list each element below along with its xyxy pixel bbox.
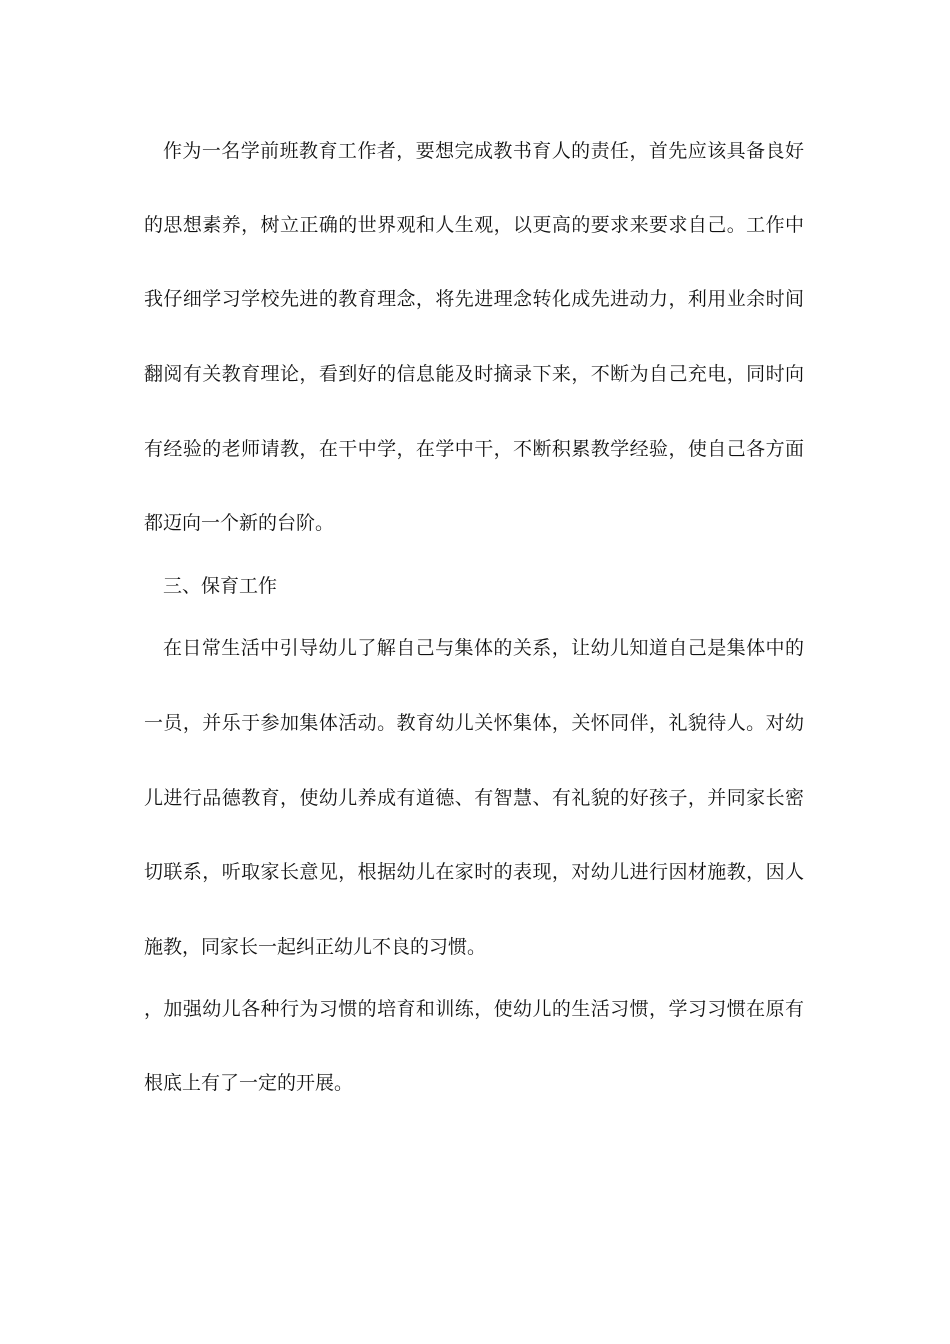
paragraph-line: 有经验的老师请教，在干中学，在学中干，不断积累教学经验，使自己各方面 (144, 438, 804, 460)
paragraph-line: 作为一名学前班教育工作者，要想完成教书育人的责任，首先应该具备良好 (163, 140, 804, 162)
paragraph-line: 切联系，听取家长意见，根据幼儿在家时的表现，对幼儿进行因材施教，因人 (144, 861, 804, 883)
paragraph-line: 我仔细学习学校先进的教育理念，将先进理念转化成先进动力，利用业余时间 (144, 288, 804, 310)
paragraph-line: 的思想素养，树立正确的世界观和人生观，以更高的要求来要求自己。工作中 (144, 214, 804, 236)
paragraph-line: 都迈向一个新的台阶。 (144, 512, 335, 534)
paragraph-line: 儿进行品德教育，使幼儿养成有道德、有智慧、有礼貌的好孩子，并同家长密 (144, 787, 804, 809)
paragraph-line: 根底上有了一定的开展。 (144, 1072, 354, 1094)
paragraph-line: 在日常生活中引导幼儿了解自己与集体的关系，让幼儿知道自己是集体中的 (163, 637, 804, 659)
paragraph-line: 施教，同家长一起纠正幼儿不良的习惯。 (144, 936, 487, 958)
paragraph-line: ，加强幼儿各种行为习惯的培育和训练，使幼儿的生活习惯，学习习惯在原有 (144, 998, 804, 1020)
paragraph-line: 一员，并乐于参加集体活动。教育幼儿关怀集体，关怀同伴，礼貌待人。对幼 (144, 712, 804, 734)
paragraph-line: 翻阅有关教育理论，看到好的信息能及时摘录下来，不断为自己充电，同时向 (144, 363, 804, 385)
section-heading: 三、保育工作 (163, 575, 278, 597)
